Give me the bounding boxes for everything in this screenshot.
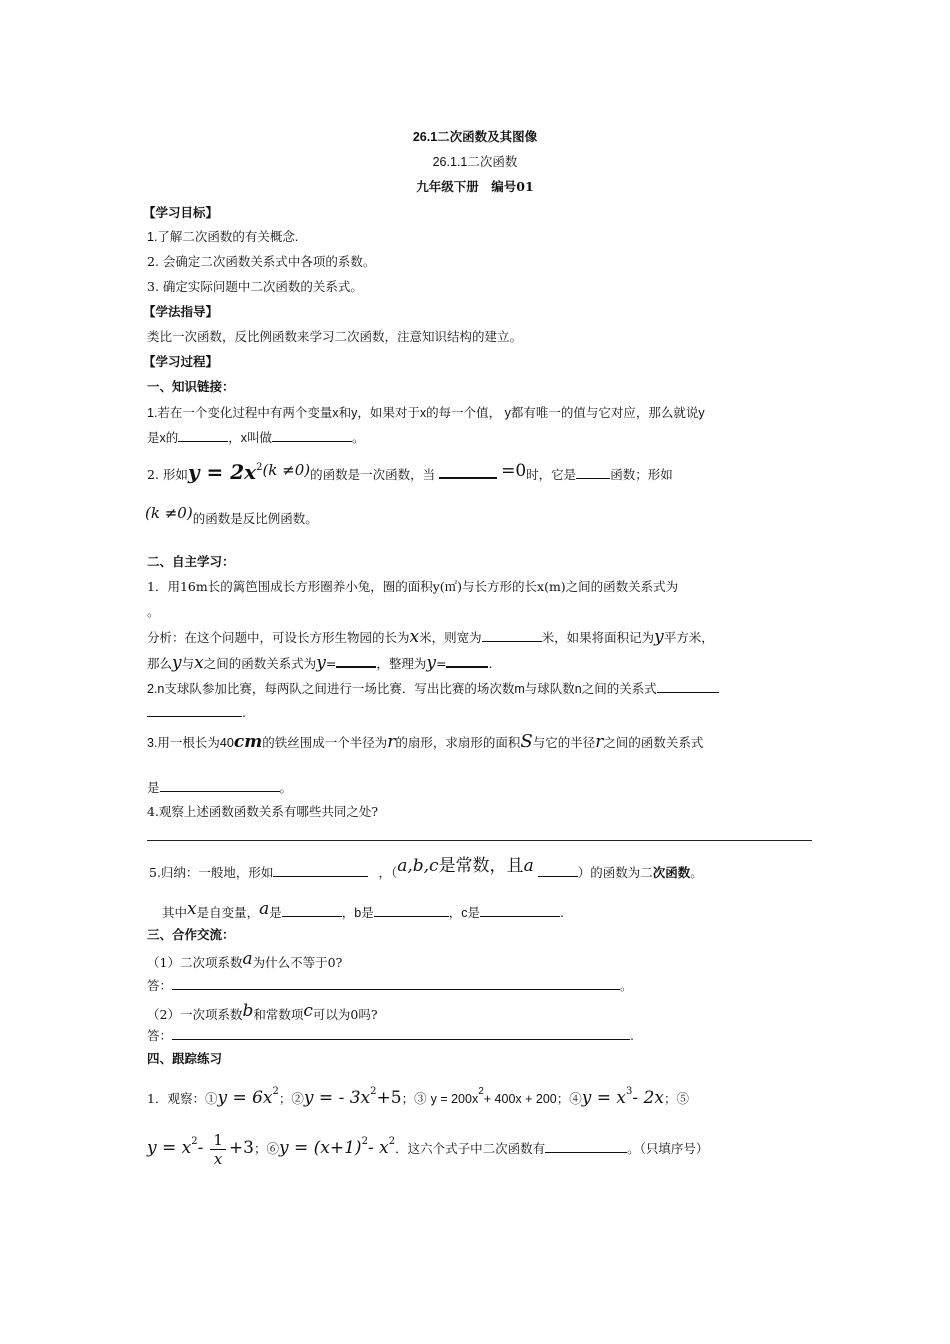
var-r: r bbox=[595, 732, 604, 752]
blank bbox=[439, 464, 497, 479]
q1-text-a: 是x的 bbox=[147, 431, 179, 445]
question-1-line1: 1.若在一个变化过程中有两个变量x和y，如果对于x的每一个值， y都有唯一的值与它对应，那么就说y bbox=[147, 406, 705, 420]
blank bbox=[172, 1026, 630, 1040]
marker-2: ② bbox=[291, 1091, 304, 1106]
page-subtitle: 26.1.1二次函数 bbox=[432, 155, 518, 169]
formula-4-tail: - 2x bbox=[632, 1088, 664, 1108]
blank bbox=[172, 976, 620, 990]
formula-y-2x: y = 2x bbox=[187, 460, 257, 484]
exponent: 2 bbox=[478, 1086, 484, 1097]
practice-text: 1．观察：① bbox=[147, 1091, 218, 1106]
question-2-line1 bbox=[147, 455, 673, 488]
problem-3-end: 。 bbox=[279, 780, 293, 795]
q2-text-d: 函数；形如 bbox=[610, 467, 673, 482]
separator: ； bbox=[663, 1091, 677, 1106]
analysis-line2 bbox=[147, 653, 492, 673]
var-x: x bbox=[187, 899, 197, 919]
var-a: a bbox=[259, 899, 270, 919]
q2-text-b: 的函数是一次函数，当 bbox=[310, 467, 436, 482]
var-c: c bbox=[303, 1001, 313, 1021]
fraction-denominator: x bbox=[213, 1150, 223, 1168]
blank bbox=[482, 628, 542, 642]
formula-exponent: 2 bbox=[256, 462, 263, 473]
formula-4: y = x bbox=[581, 1088, 627, 1108]
formula-2: y = - 3x bbox=[303, 1088, 371, 1108]
problem-5-text: 。 bbox=[690, 865, 703, 880]
answer-line bbox=[147, 840, 812, 841]
analysis-text: 与 bbox=[181, 656, 195, 671]
formula-2-tail: +5 bbox=[376, 1088, 402, 1108]
problem-4: 4.观察上述函数函数关系有哪些共同之处? bbox=[147, 804, 379, 819]
problem-1-line1: 1．用16m长的篱笆围成长方形圈养小兔，圈的面积y(㎡)与长方形的长x(m)之间的函数关系式为 bbox=[147, 579, 679, 594]
page-title: 26.1二次函数及其图像 bbox=[412, 130, 538, 144]
objective-item: 1.了解二次函数的有关概念. bbox=[147, 230, 299, 244]
process-header: 【学习过程】 bbox=[143, 354, 219, 369]
formula-3-tail: + 400x + 200 bbox=[483, 1092, 557, 1106]
problem-6-text: ，c是 bbox=[448, 906, 480, 920]
blank bbox=[446, 653, 488, 668]
answer-label: 答： bbox=[147, 978, 173, 993]
coop-text: 和常数项 bbox=[253, 1007, 304, 1022]
problem-3-text: 的铁丝围成一个半径为 bbox=[262, 735, 388, 750]
exponent: 2 bbox=[191, 1136, 198, 1147]
separator: ； bbox=[401, 1091, 415, 1106]
blank bbox=[545, 1139, 627, 1153]
problem-3-line1 bbox=[147, 731, 703, 754]
formula-5-minus: - bbox=[197, 1138, 204, 1158]
analysis-text: 米，如果将面积记为 bbox=[541, 630, 655, 645]
blank bbox=[147, 703, 242, 717]
fraction-numerator: 1 bbox=[210, 1131, 226, 1150]
section-practice: 四、跟踪练习 bbox=[147, 1051, 223, 1066]
formula-3: y = 200x bbox=[430, 1092, 479, 1106]
analysis-line1 bbox=[147, 628, 714, 647]
analysis-text: 之间的函数关系式为 bbox=[203, 656, 317, 671]
analysis-text: 那么 bbox=[147, 656, 173, 671]
question-1-line2 bbox=[147, 428, 365, 447]
problem-6-text: . bbox=[560, 905, 564, 920]
var-S: S bbox=[520, 731, 533, 752]
problem-3-text: 的扇形，求扇形的面积 bbox=[395, 735, 521, 750]
coop-question-2 bbox=[147, 1000, 378, 1026]
var-x: x bbox=[409, 627, 420, 647]
problem-2-end: . bbox=[242, 705, 246, 720]
blank bbox=[657, 679, 719, 693]
q1-text-c: 。 bbox=[352, 431, 365, 445]
practice-line2 bbox=[147, 1128, 708, 1178]
marker-3: ③ bbox=[414, 1091, 427, 1106]
coop-text: 为什么不等于0? bbox=[252, 955, 343, 970]
marker-4: ④ bbox=[569, 1091, 582, 1106]
var-y: y bbox=[316, 653, 326, 673]
var-y: y bbox=[654, 627, 664, 647]
coop-answer-1 bbox=[147, 976, 633, 995]
method-header: 【学法指导】 bbox=[143, 304, 219, 319]
separator: ； bbox=[556, 1091, 570, 1106]
problem-2-text: 2.n支球队参加比赛，每两队之间进行一场比赛．写出比赛的场次数m与球队数n之间的关系式 bbox=[147, 682, 657, 696]
formula-1: y = 6x bbox=[217, 1088, 273, 1108]
method-text: 类比一次函数，反比例函数来学习二次函数，注意知识结构的建立。 bbox=[147, 329, 523, 344]
problem-2-line1 bbox=[147, 679, 719, 698]
problem-6 bbox=[162, 898, 564, 924]
marker-5: ⑤ bbox=[676, 1091, 689, 1106]
exponent: 2 bbox=[370, 1086, 377, 1097]
section-knowledge-link: 一、知识链接： bbox=[147, 379, 235, 394]
blank bbox=[336, 653, 376, 668]
blank bbox=[576, 465, 610, 479]
problem-3-text: 3.用一根长为40 bbox=[147, 736, 234, 750]
objectives-header: 【学习目标】 bbox=[143, 205, 219, 220]
q2-text-e: 的函数是反比例函数。 bbox=[192, 511, 318, 526]
question-2-line2 bbox=[145, 500, 318, 532]
var-r: r bbox=[387, 732, 396, 752]
analysis-text: = bbox=[325, 656, 337, 671]
objective-item: 3. 确定实际问题中二次函数的关系式。 bbox=[147, 279, 363, 294]
marker-6: ；⑥ bbox=[253, 1141, 279, 1156]
blank bbox=[178, 428, 228, 442]
var-b: b bbox=[242, 1001, 254, 1021]
formula-5: y = x bbox=[147, 1138, 192, 1158]
condition-k: (k ≠0) bbox=[145, 504, 193, 522]
blank bbox=[272, 428, 352, 442]
unit-cm: cm bbox=[233, 732, 263, 752]
problem-5-bold: 次函数 bbox=[652, 865, 691, 880]
analysis-text: . bbox=[488, 656, 493, 671]
problem-5-text: ，（ bbox=[378, 865, 398, 880]
analysis-text: 分析：在这个问题中，可设长方形生物园的长为 bbox=[147, 630, 410, 645]
coop-text: 可以为0吗? bbox=[312, 1007, 378, 1022]
problem-5-text: ）的函数为二 bbox=[577, 865, 653, 880]
answer-end: . bbox=[630, 1028, 634, 1043]
equals-zero: =0 bbox=[501, 461, 527, 481]
analysis-text: = bbox=[435, 656, 447, 671]
var-x: x bbox=[194, 653, 204, 673]
problem-6-text: ，b是 bbox=[341, 906, 374, 920]
practice-text: ．这六个式子中二次函数有 bbox=[395, 1141, 546, 1156]
section-self-study: 二、自主学习： bbox=[147, 554, 235, 569]
formula-6: y = (x+1) bbox=[278, 1138, 362, 1158]
problem-3-line2 bbox=[147, 778, 292, 797]
analysis-text: ，整理为 bbox=[376, 656, 427, 671]
fraction bbox=[210, 1131, 226, 1168]
var-a: a bbox=[523, 856, 534, 876]
blank bbox=[273, 863, 368, 877]
answer-end: 。 bbox=[620, 978, 633, 993]
problem-5-const: 是常数，且 bbox=[438, 856, 524, 875]
var-abc: a,b,c bbox=[397, 856, 439, 876]
analysis-text: 米，则宽为 bbox=[419, 630, 482, 645]
problem-6-text: 其中 bbox=[162, 905, 188, 920]
problem-5-text: 5.归纳：一般地，形如 bbox=[149, 865, 274, 880]
practice-text: 。（只填序号） bbox=[627, 1141, 709, 1156]
analysis-text: 平方米， bbox=[663, 630, 714, 645]
practice-line1 bbox=[147, 1078, 689, 1113]
q2-text-a: 2. 形如 bbox=[147, 467, 188, 482]
formula-5-tail: +3 bbox=[228, 1138, 254, 1158]
exponent: 2 bbox=[272, 1086, 279, 1097]
var-y: y bbox=[426, 653, 436, 673]
blank bbox=[374, 903, 449, 917]
grade-label: 九年级下册 编号01 bbox=[416, 179, 534, 194]
formula-6-tail: - x bbox=[367, 1138, 389, 1158]
problem-2-line2 bbox=[147, 703, 246, 722]
condition-k: (k ≠0) bbox=[262, 461, 311, 479]
var-y: y bbox=[172, 653, 182, 673]
blank bbox=[160, 778, 280, 792]
problem-6-text: 是自变量， bbox=[196, 905, 260, 920]
problem-5 bbox=[149, 852, 703, 887]
answer-label: 答： bbox=[147, 1028, 173, 1043]
coop-text: （1）二次项系数 bbox=[147, 955, 243, 970]
coop-answer-2 bbox=[147, 1026, 634, 1045]
blank bbox=[480, 903, 560, 917]
var-a: a bbox=[242, 949, 253, 969]
problem-6-text: 是 bbox=[269, 905, 282, 920]
q2-text-c: 时，它是 bbox=[526, 467, 577, 482]
problem-3-text: 是 bbox=[147, 780, 160, 795]
problem-3-text: 之间的函数关系式 bbox=[603, 735, 704, 750]
exponent: 2 bbox=[361, 1136, 368, 1147]
problem-1-line2: 。 bbox=[147, 604, 160, 619]
objective-item: 2. 会确定二次函数关系式中各项的系数。 bbox=[147, 254, 376, 269]
section-cooperation: 三、合作交流： bbox=[147, 927, 235, 942]
problem-3-text: 与它的半径 bbox=[532, 735, 596, 750]
blank bbox=[282, 903, 342, 917]
separator: ； bbox=[278, 1091, 292, 1106]
exponent: 3 bbox=[626, 1086, 633, 1097]
exponent: 2 bbox=[388, 1136, 396, 1147]
blank bbox=[538, 863, 578, 877]
coop-text: （2）一次项系数 bbox=[147, 1007, 243, 1022]
coop-question-1 bbox=[147, 948, 342, 974]
q1-text-b: ，x叫做 bbox=[228, 431, 273, 445]
